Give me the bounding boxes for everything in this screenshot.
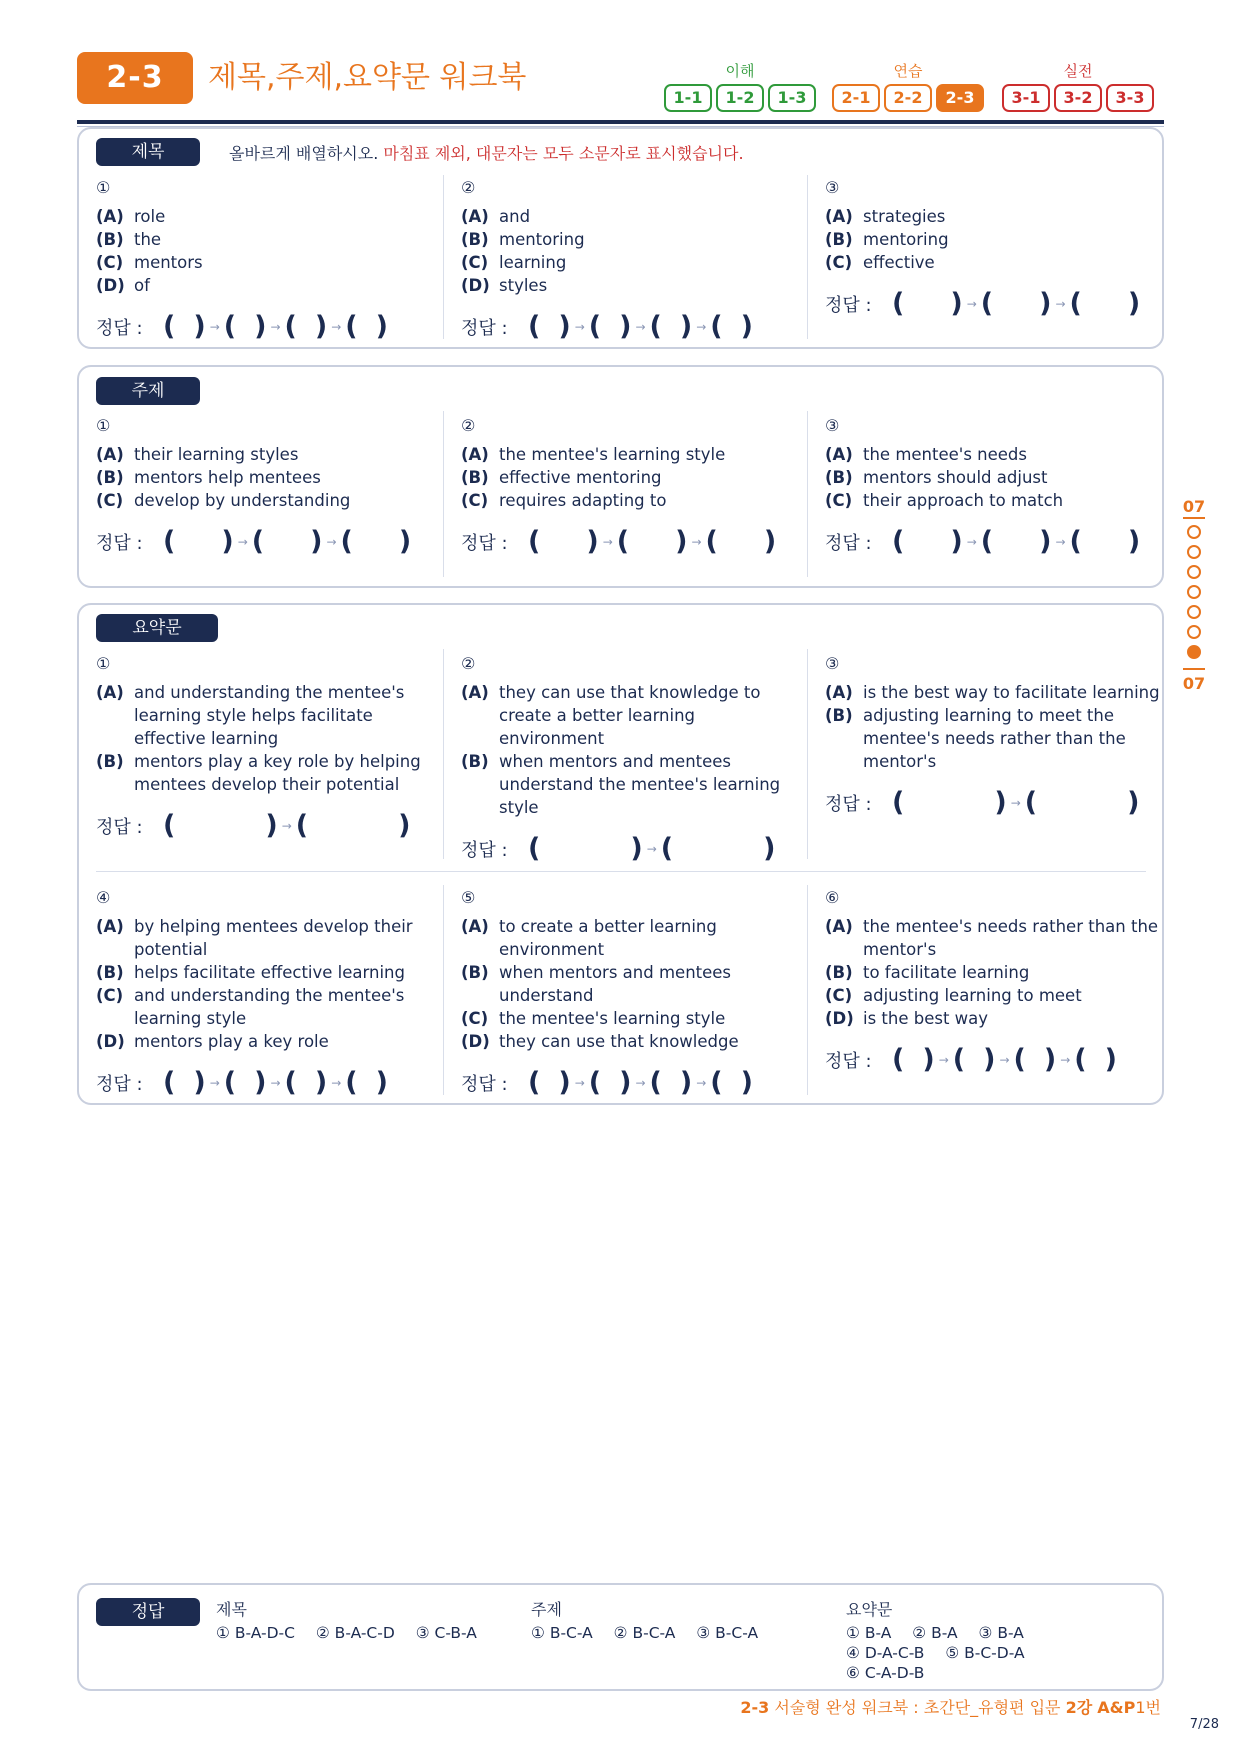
- option-b: (B) when mentors and mentees understand the mentee's learning style: [461, 752, 781, 817]
- answer-item: ① B-A: [846, 1624, 892, 1642]
- progress-dot: [1187, 585, 1201, 599]
- answer-label: 정답 :: [461, 840, 508, 861]
- level-button-3-3[interactable]: 3-3: [1106, 84, 1154, 112]
- answer-blank-row[interactable]: 정답 : ( ) → ( ) → ( ): [825, 288, 1141, 319]
- level-button-1-2[interactable]: 1-2: [716, 84, 764, 112]
- section-badge-title: 제목: [96, 138, 200, 166]
- side-page-number-bottom: 07: [1182, 674, 1206, 693]
- option-a: (A) the mentee's learning style: [461, 445, 726, 464]
- progress-dot-current: [1187, 645, 1201, 659]
- column-divider: [807, 411, 808, 577]
- answer-label: 정답 :: [96, 533, 143, 554]
- footer-caption: [740, 1695, 1161, 1718]
- option-d: (D) styles: [461, 276, 548, 295]
- instruction-main: 올바르게 배열하시오.: [229, 144, 379, 163]
- answer-key-summary: [846, 1597, 1041, 1683]
- option-c: (C) the mentee's learning style: [461, 1009, 726, 1028]
- answer-label: 정답 :: [461, 533, 508, 554]
- answer-label: 정답 :: [96, 318, 143, 339]
- answer-item: ① B-C-A: [531, 1624, 593, 1642]
- page-number: 7/28: [1189, 1717, 1219, 1732]
- title-question-1: [96, 177, 436, 345]
- question-number: ⑥: [825, 888, 840, 907]
- title-panel: [77, 127, 1164, 349]
- page-title: 제목,주제,요약문 워크북: [208, 60, 527, 95]
- answer-item: ④ D-A-C-B: [846, 1644, 925, 1662]
- answer-blank-row[interactable]: 정답 : ( ) → ( ) → ( ) → ( ): [96, 311, 388, 342]
- answer-label: 정답 :: [96, 1074, 143, 1095]
- title-question-3: [825, 177, 1165, 322]
- question-number: ②: [461, 416, 476, 435]
- column-divider: [807, 885, 808, 1095]
- header-rule: [77, 120, 1164, 124]
- answer-blank-row[interactable]: 정답 : ( ) → ( ) → ( ): [96, 526, 412, 557]
- footer-num: 1번: [1135, 1698, 1161, 1717]
- answer-item: ③ B-A: [978, 1624, 1024, 1642]
- option-a: (A) the mentee's needs rather than the mentor's: [825, 917, 1159, 959]
- column-divider: [443, 649, 444, 859]
- answer-key-topic: [531, 1597, 774, 1643]
- option-a: (A) by helping mentees develop their potential: [96, 917, 413, 959]
- footer-ap: A&P: [1097, 1698, 1136, 1717]
- answer-key-badge: 정답: [96, 1598, 200, 1626]
- summary-question-5: [461, 887, 801, 1101]
- level-button-2-3-active[interactable]: 2-3: [936, 84, 984, 112]
- topic-panel: [77, 365, 1164, 588]
- column-divider: [807, 175, 808, 339]
- option-b: (B) mentors help mentees: [96, 468, 321, 487]
- answer-key-heading: 주제: [531, 1600, 562, 1619]
- option-d: (D) they can use that knowledge: [461, 1032, 739, 1051]
- answer-item: ⑤ B-C-D-A: [945, 1644, 1025, 1662]
- answer-item: ② B-C-A: [613, 1624, 676, 1642]
- question-number: ①: [96, 654, 111, 673]
- summary-question-2: [461, 653, 801, 867]
- section-badge-summary: 요약문: [96, 614, 218, 642]
- side-bar: [1183, 668, 1205, 670]
- level-button-2-1[interactable]: 2-1: [832, 84, 880, 112]
- answer-blank-row[interactable]: 정답 : ( ) → ( ) → ( ): [825, 526, 1141, 557]
- answer-label: 정답 :: [461, 1074, 508, 1095]
- answer-key-panel: [77, 1583, 1164, 1691]
- column-divider: [443, 411, 444, 577]
- level-label: 연습: [893, 62, 923, 80]
- topic-question-1: [96, 415, 436, 560]
- option-c: (C) learning: [461, 253, 567, 272]
- progress-dot: [1187, 545, 1201, 559]
- level-group-real: [1002, 60, 1154, 112]
- title-question-2: [461, 177, 801, 345]
- option-a: (A) and understanding the mentee's learning style helps facilitate effective learning: [96, 683, 405, 748]
- option-d: (D) mentors play a key role: [96, 1032, 329, 1051]
- option-a: (A) is the best way to facilitate learning: [825, 683, 1160, 702]
- option-b: (B) the: [96, 230, 162, 249]
- footer-code: 2-3: [740, 1698, 770, 1717]
- side-page-number-top: 07: [1182, 497, 1206, 516]
- column-divider: [443, 885, 444, 1095]
- option-d: (D) is the best way: [825, 1009, 989, 1028]
- level-button-1-1[interactable]: 1-1: [664, 84, 712, 112]
- answer-item: ③ B-C-A: [696, 1624, 759, 1642]
- level-button-1-3[interactable]: 1-3: [768, 84, 816, 112]
- row-divider: [96, 871, 1146, 872]
- option-a: (A) they can use that knowledge to create a better learning environment: [461, 683, 761, 748]
- question-number: ①: [96, 178, 111, 197]
- option-c: (C) and understanding the mentee's learning style: [96, 986, 405, 1028]
- option-b: (B) mentoring: [825, 230, 949, 249]
- instruction: [229, 141, 744, 164]
- option-d: (D) of: [96, 276, 150, 295]
- option-c: (C) requires adapting to: [461, 491, 667, 510]
- answer-blank-row[interactable]: 정답 : ( ) → ( ): [825, 787, 1140, 818]
- answer-key-title: [216, 1597, 493, 1643]
- progress-dot: [1187, 525, 1201, 539]
- option-b: (B) helps facilitate effective learning: [96, 963, 405, 982]
- option-c: (C) their approach to match: [825, 491, 1064, 510]
- answer-blank-row[interactable]: 정답 : ( ) → ( ) → ( ) → ( ): [461, 1067, 753, 1098]
- answer-blank-row[interactable]: 정답 : ( ) → ( ) → ( ): [461, 526, 777, 557]
- option-b: (B) when mentors and mentees understand: [461, 963, 732, 1005]
- level-group-understand: [664, 60, 816, 112]
- level-button-3-2[interactable]: 3-2: [1054, 84, 1102, 112]
- side-bar: [1183, 517, 1205, 519]
- topic-question-2: [461, 415, 801, 560]
- summary-question-4: [96, 887, 436, 1101]
- option-b: (B) mentoring: [461, 230, 585, 249]
- option-b: (B) mentors play a key role by helping mentees develop their potential: [96, 752, 421, 794]
- answer-blank-row[interactable]: 정답 : ( ) → ( ): [461, 833, 776, 864]
- question-number: ③: [825, 178, 840, 197]
- level-button-2-2[interactable]: 2-2: [884, 84, 932, 112]
- answer-item: ② B-A: [912, 1624, 958, 1642]
- topic-question-3: [825, 415, 1165, 560]
- summary-panel: [77, 603, 1164, 1105]
- question-number: ⑤: [461, 888, 476, 907]
- option-c: (C) mentors: [96, 253, 203, 272]
- column-divider: [443, 175, 444, 339]
- answer-key-heading: 제목: [216, 1600, 247, 1619]
- option-a: (A) strategies: [825, 207, 946, 226]
- question-number: ④: [96, 888, 111, 907]
- answer-blank-row[interactable]: 정답 : ( ) → ( ) → ( ) → ( ): [461, 311, 753, 342]
- answer-blank-row[interactable]: 정답 : ( ) → ( ) → ( ) → ( ): [825, 1044, 1117, 1075]
- answer-label: 정답 :: [825, 794, 872, 815]
- answer-label: 정답 :: [825, 295, 872, 316]
- option-a: (A) role: [96, 207, 166, 226]
- option-a: (A) to create a better learning environment: [461, 917, 717, 959]
- question-number: ②: [461, 178, 476, 197]
- answer-item: ⑥ C-A-D-B: [846, 1664, 925, 1682]
- progress-dot: [1187, 625, 1201, 639]
- answer-key-heading: 요약문: [846, 1600, 893, 1619]
- question-number: ②: [461, 654, 476, 673]
- lesson-badge: 2-3: [77, 52, 193, 104]
- option-b: (B) effective mentoring: [461, 468, 662, 487]
- footer-text-a: 서술형 완성 워크북 :: [774, 1698, 919, 1717]
- section-badge-topic: 주제: [96, 377, 200, 405]
- answer-item: ② B-A-C-D: [315, 1624, 395, 1642]
- question-number: ①: [96, 416, 111, 435]
- option-c: (C) adjusting learning to meet: [825, 986, 1082, 1005]
- question-number: ③: [825, 654, 840, 673]
- summary-question-1: [96, 653, 436, 844]
- answer-label: 정답 :: [461, 318, 508, 339]
- option-a: (A) and: [461, 207, 531, 226]
- option-c: (C) effective: [825, 253, 935, 272]
- answer-item: ① B-A-D-C: [216, 1624, 295, 1642]
- answer-label: 정답 :: [96, 817, 143, 838]
- answer-item: ③ C-B-A: [415, 1624, 477, 1642]
- level-group-practice: [832, 60, 984, 112]
- footer-lecture: 2강: [1065, 1698, 1093, 1717]
- option-b: (B) mentors should adjust: [825, 468, 1048, 487]
- option-c: (C) develop by understanding: [96, 491, 351, 510]
- answer-label: 정답 :: [825, 1051, 872, 1072]
- level-label: 이해: [725, 62, 755, 80]
- answer-blank-row[interactable]: 정답 : ( ) → ( ): [96, 810, 411, 841]
- level-button-3-1[interactable]: 3-1: [1002, 84, 1050, 112]
- option-a: (A) their learning styles: [96, 445, 299, 464]
- progress-dot: [1187, 565, 1201, 579]
- progress-dot: [1187, 605, 1201, 619]
- option-b: (B) to facilitate learning: [825, 963, 1030, 982]
- answer-label: 정답 :: [825, 533, 872, 554]
- option-b: (B) adjusting learning to meet the mentee's needs rather than the mentor's: [825, 706, 1126, 771]
- option-a: (A) the mentee's needs: [825, 445, 1027, 464]
- question-number: ③: [825, 416, 840, 435]
- answer-blank-row[interactable]: 정답 : ( ) → ( ) → ( ) → ( ): [96, 1067, 388, 1098]
- footer-text-b: 초간단_유형편 입문: [923, 1698, 1061, 1717]
- level-label: 실전: [1063, 62, 1093, 80]
- summary-question-3: [825, 653, 1165, 821]
- column-divider: [807, 649, 808, 859]
- summary-question-6: [825, 887, 1165, 1078]
- instruction-note: 마침표 제외, 대문자는 모두 소문자로 표시했습니다.: [383, 144, 744, 163]
